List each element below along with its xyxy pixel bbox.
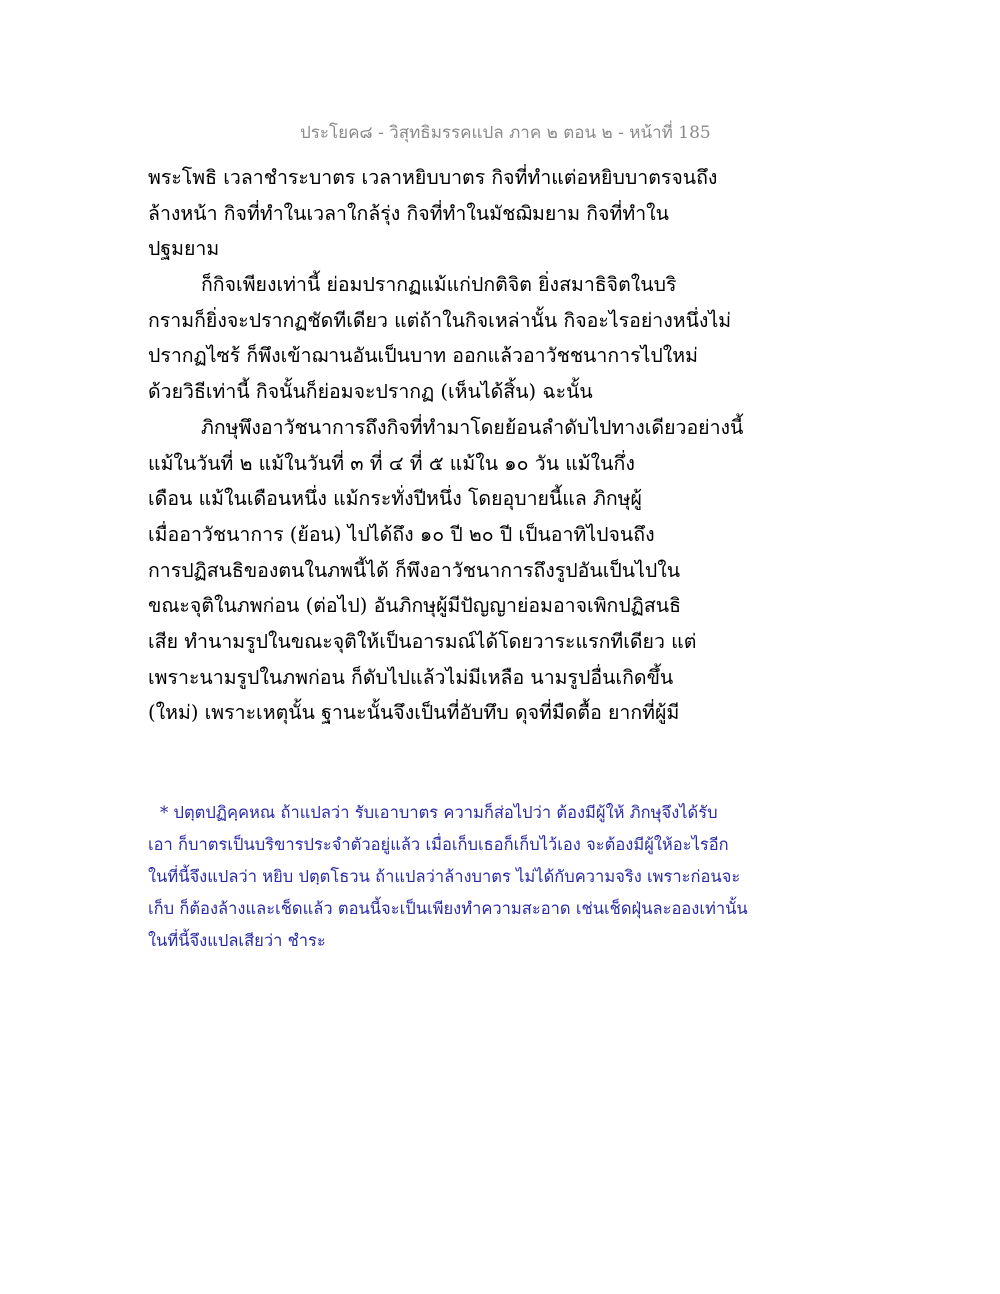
body-line: ล้างหน้า กิจที่ทำในเวลาใกล้รุ่ง กิจที่ทำในมัชฌิมยาม กิจที่ทำใน (148, 201, 669, 225)
paragraph-start-line: ภิกษุพึงอาวัชนาการถึงกิจที่ทำมาโดยย้อนลำดับไปทางเดียวอย่างนี้ (201, 415, 744, 439)
body-line: พระโพธิ เวลาชำระบาตร เวลาหยิบบาตร กิจที่ทำแต่อหยิบบาตรจนถึง (148, 166, 718, 189)
running-header: ประโยค๘ - วิสุทธิมรรคแปล ภาค ๒ ตอน ๒ - หน้าที่ 185 (300, 123, 711, 143)
body-line: เดือน แม้ในเดือนหนึ่ง แม้กระทั่งปีหนึ่ง โดยอุบายนี้แล ภิกษุผู้ (148, 487, 642, 511)
body-line: ปรากฏไซร้ ก็พึงเข้าฌานอันเป็นบาท ออกแล้วอาวัชชนาการไปใหม่ (148, 344, 698, 368)
body-line: กรามก็ยิ่งจะปรากฏชัดทีเดียว แต่ถ้าในกิจเหล่านั้น กิจอะไรอย่างหนึ่งไม่ (148, 308, 732, 332)
footnote-line: * ปตฺตปฏิคฺคหณ ถ้าแปลว่า รับเอาบาตร ความก็ส่อไปว่า ต้องมีผู้ให้ ภิกษุจึงได้รับ (160, 803, 718, 822)
body-line: เมื่ออาวัชนาการ (ย้อน) ไปได้ถึง ๑๐ ปี ๒๐ ปี เป็นอาทิไปจนถึง (148, 522, 655, 546)
footnote-line: เก็บ ก็ต้องล้างและเช็ดแล้ว ตอนนี้จะเป็นเพียงทำความสะอาด เช่นเช็ดฝุ่นละอองเท่านั้น (148, 899, 748, 918)
body-line: ด้วยวิธีเท่านี้ กิจนั้นก็ย่อมจะปรากฏ (เห็นได้สิ้น) ฉะนั้น (148, 380, 593, 404)
paragraph-start-line: ก็กิจเพียงเท่านี้ ย่อมปรากฏแม้แก่ปกติจิต ยิ่งสมาธิจิตในบริ (201, 273, 677, 297)
body-line: การปฏิสนธิของตนในภพนี้ได้ ก็พึงอาวัชนาการถึงรูปอันเป็นไปใน (148, 558, 681, 582)
body-line: เพราะนามรูปในภพก่อน ก็ดับไปแล้วไม่มีเหลือ นามรูปอื่นเกิดขึ้น (148, 665, 674, 689)
body-line: เสีย ทำนามรูปในขณะจุติให้เป็นอารมณ์ได้โดยวาระแรกทีเดียว แต่ (148, 629, 697, 653)
footnote-line: เอา ก็บาตรเป็นบริขารประจำตัวอยู่แล้ว เมื่อเก็บเธอก็เก็บไว้เอง จะต้องมีผู้ให้อะไรอีก (148, 835, 729, 854)
body-text (148, 160, 748, 731)
body-line: (ใหม่) เพราะเหตุนั้น ฐานะนั้นจึงเป็นที่อับทึบ ดุจที่มืดตื้อ ยากที่ผู้มี (148, 701, 680, 725)
body-line: แม้ในวันที่ ๒ แม้ในวันที่ ๓ ที่ ๔ ที่ ๕ แม้ใน ๑๐ วัน แม้ในกึ่ง (148, 451, 635, 475)
footnote (148, 797, 788, 957)
body-line: ขณะจุติในภพก่อน (ต่อไป) อันภิกษุผู้มีปัญญาย่อมอาจเพิกปฏิสนธิ (148, 594, 681, 618)
footnote-line: ในที่นี้จึงแปลเสียว่า ชำระ (148, 931, 326, 950)
footnote-line: ในที่นี้จึงแปลว่า หยิบ ปตฺตโธวน ถ้าแปลว่าล้างบาตร ไม่ได้กับความจริง เพราะก่อนจะ (148, 867, 741, 886)
body-line: ปฐมยาม (148, 237, 220, 261)
